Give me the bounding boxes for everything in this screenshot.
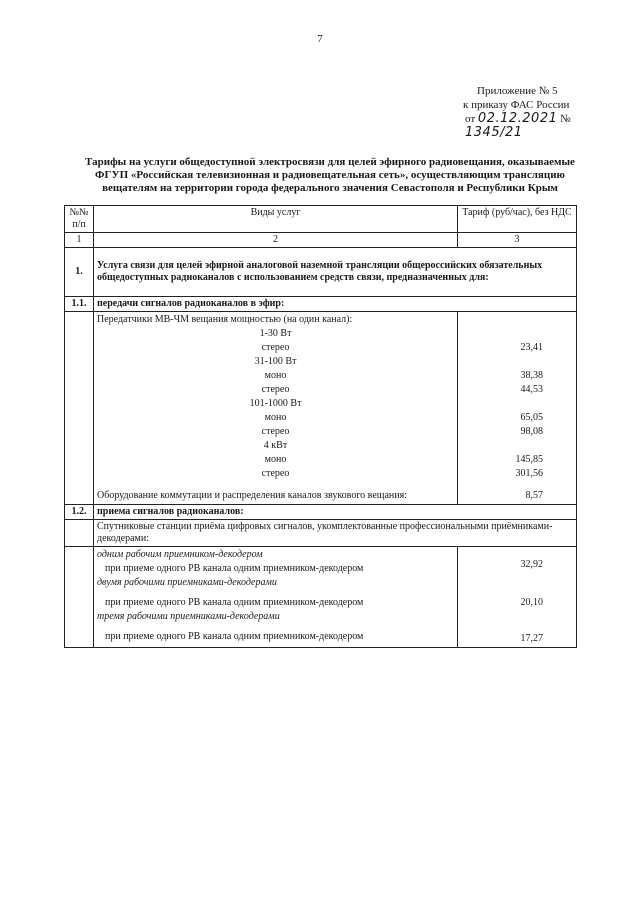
empty-num-cell [65, 520, 94, 547]
spacer [461, 610, 573, 632]
tariff-value: 38,38 [520, 370, 543, 381]
section-1-2-text: приема сигналов радиоканалов: [94, 505, 577, 520]
tariff-value [461, 439, 573, 453]
tariff-value: 98,08 [520, 426, 543, 437]
tariff-value: 23,41 [520, 342, 543, 353]
tariff-value: 20,10 [520, 597, 543, 608]
section-1-2-num: 1.2. [65, 505, 94, 520]
table-header-row [65, 206, 577, 233]
transmitters-tariff-cell [458, 312, 577, 505]
tariff-value: 17,27 [520, 633, 543, 644]
spacer [461, 548, 573, 558]
tariff-value [461, 355, 573, 369]
mode-label: моно [264, 412, 287, 423]
mode-label: моно [264, 454, 287, 465]
tariff-value [461, 397, 573, 411]
appendix-title: Приложение № 5 [477, 85, 558, 97]
section-1-row [65, 248, 577, 297]
col-number-1: 1 [65, 233, 94, 248]
transmitters-cell [94, 312, 458, 505]
empty-num-cell [65, 312, 94, 505]
tariff-value: 301,56 [515, 468, 543, 479]
appendix-block [440, 84, 625, 140]
receiver-group-label: двумя рабочими приемниками-декодерами [97, 577, 277, 588]
power-label: 4 кВт [263, 440, 288, 451]
appendix-order-ref: к приказу ФАС России [463, 99, 570, 111]
section-1-1-num: 1.1. [65, 297, 94, 312]
mode-label: моно [264, 370, 287, 381]
mode-label: стерео [261, 342, 290, 353]
tariff-value: 44,53 [520, 384, 543, 395]
section-1-text: Услуга связи для целей эфирной аналоговой наземной трансляции общероссийских обязательных общедоступных радиоканалов с использованием средств связи, предназначенных для: [94, 248, 577, 297]
document-title: Тарифы на услуги общедоступной электросвязи для целей эфирного радиовещания, оказываемые ФГУП «Российская телевизионная и радиовещательная сеть», осуществляющим трансляцию вещателям на территории города федерального значения Севастополя и Республики Крым [85, 156, 575, 194]
tariff-table [64, 205, 577, 648]
receivers-cell [94, 547, 458, 648]
mode-label: стерео [261, 426, 290, 437]
date-prefix: от [465, 113, 476, 125]
power-label: 101-1000 Вт [249, 398, 302, 409]
section-1-1-text: передачи сигналов радиоканалов в эфир: [94, 297, 577, 312]
power-label: 1-30 Вт [259, 328, 292, 339]
empty-num-cell [65, 547, 94, 648]
handwritten-number: 1345/21 [465, 125, 523, 140]
satellite-intro-row [65, 520, 577, 547]
receiver-group-label: тремя рабочими приемниками-декодерами [97, 611, 280, 622]
receiver-group-sub: при приеме одного РВ канала одним приемником-декодером [105, 597, 364, 608]
column-number-row [65, 233, 577, 248]
section-1-num: 1. [65, 248, 94, 297]
tariff-value: 145,85 [515, 454, 543, 465]
spacer [461, 481, 573, 489]
spacer [461, 572, 573, 596]
transmitters-intro: Передатчики МВ-ЧМ вещания мощностью (на один канал): [97, 314, 353, 325]
col-number-2: 2 [94, 233, 458, 248]
section-1-2-row [65, 505, 577, 520]
number-prefix: № [560, 113, 571, 125]
receivers-row [65, 547, 577, 648]
receiver-group-sub: при приеме одного РВ канала одним приемником-декодером [105, 631, 364, 642]
equipment-tariff: 8,57 [525, 490, 543, 501]
spacer [97, 481, 454, 489]
appendix-date-line [440, 112, 625, 140]
mode-label: стерео [261, 468, 290, 479]
tariff-value [461, 327, 573, 341]
tariff-value: 32,92 [520, 559, 543, 570]
tariff-blank [461, 313, 573, 327]
header-num: №№ п/п [65, 206, 94, 233]
equipment-label: Оборудование коммутации и распределения каналов звукового вещания: [97, 490, 407, 501]
page-number: 7 [317, 33, 323, 45]
transmitters-row [65, 312, 577, 505]
receiver-group-label: одним рабочим приемником-декодером [97, 549, 263, 560]
header-tariff: Тариф (руб/час), без НДС [458, 206, 577, 233]
col-number-3: 3 [458, 233, 577, 248]
section-1-1-row [65, 297, 577, 312]
power-label: 31-100 Вт [254, 356, 297, 367]
mode-label: стерео [261, 384, 290, 395]
tariff-value: 65,05 [520, 412, 543, 423]
header-services: Виды услуг [94, 206, 458, 233]
handwritten-date: 02.12.2021 [477, 111, 558, 126]
receiver-group-sub: при приеме одного РВ канала одним приемником-декодером [105, 563, 364, 574]
satellite-intro: Спутниковые станции приёма цифровых сигналов, укомплектованные профессиональными приёмниками-декодерами: [94, 520, 577, 547]
receivers-tariff-cell [458, 547, 577, 648]
